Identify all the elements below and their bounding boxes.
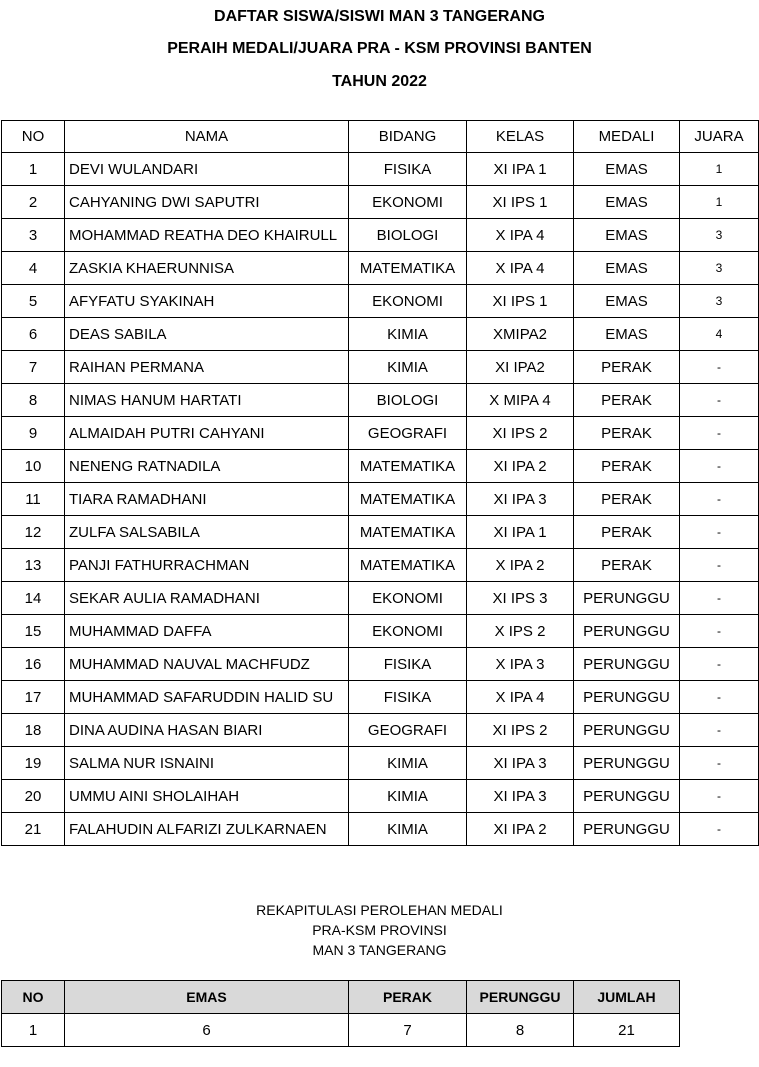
cell-medali: PERUNGGU [574,615,680,648]
cell-medali: EMAS [574,186,680,219]
recap-header-emas: EMAS [65,981,349,1014]
cell-nama: TIARA RAMADHANI [65,483,349,516]
table-row [2,483,759,516]
cell-nama: UMMU AINI SHOLAIHAH [65,780,349,813]
table-row [2,450,759,483]
cell-medali: PERUNGGU [574,780,680,813]
cell-nama: AFYFATU SYAKINAH [65,285,349,318]
cell-kelas: X IPA 4 [467,219,574,252]
cell-no: 11 [2,483,65,516]
cell-medali: PERAK [574,450,680,483]
cell-juara: - [680,516,759,549]
cell-kelas: X IPA 3 [467,648,574,681]
cell-kelas: XI IPA2 [467,351,574,384]
cell-juara: - [680,351,759,384]
table-row [2,252,759,285]
cell-juara: - [680,582,759,615]
cell-kelas: XI IPS 1 [467,186,574,219]
table-row [2,747,759,780]
cell-nama: ZULFA SALSABILA [65,516,349,549]
cell-juara: - [680,648,759,681]
cell-kelas: XI IPS 1 [467,285,574,318]
cell-no: 16 [2,648,65,681]
cell-bidang: MATEMATIKA [349,516,467,549]
cell-nama: DINA AUDINA HASAN BIARI [65,714,349,747]
cell-no: 20 [2,780,65,813]
cell-bidang: GEOGRAFI [349,714,467,747]
recap-header-row [2,981,680,1014]
cell-bidang: KIMIA [349,780,467,813]
cell-juara: - [680,483,759,516]
cell-bidang: KIMIA [349,747,467,780]
table-body [2,153,759,846]
table-row [2,186,759,219]
cell-nama: NIMAS HANUM HARTATI [65,384,349,417]
column-header-nama: NAMA [65,121,349,153]
cell-no: 13 [2,549,65,582]
cell-bidang: EKONOMI [349,186,467,219]
recap-header-no: NO [2,981,65,1014]
cell-kelas: XI IPA 1 [467,153,574,186]
cell-juara: - [680,417,759,450]
table-row [2,714,759,747]
cell-medali: PERAK [574,549,680,582]
recap-cell-emas: 6 [65,1014,349,1047]
column-header-medali: MEDALI [574,121,680,153]
cell-juara: - [680,615,759,648]
table-row [2,648,759,681]
cell-medali: PERUNGGU [574,714,680,747]
cell-no: 18 [2,714,65,747]
cell-kelas: X IPA 4 [467,252,574,285]
column-header-juara: JUARA [680,121,759,153]
cell-medali: PERUNGGU [574,681,680,714]
cell-juara: - [680,747,759,780]
cell-medali: EMAS [574,219,680,252]
table-header-row [2,121,759,153]
cell-bidang: EKONOMI [349,582,467,615]
cell-kelas: XI IPA 2 [467,813,574,846]
recap-cell-perak: 7 [349,1014,467,1047]
cell-juara: 3 [680,252,759,285]
cell-juara: - [680,681,759,714]
cell-juara: - [680,450,759,483]
cell-medali: PERUNGGU [574,747,680,780]
recap-subtitle: PRA-KSM PROVINSI [312,922,447,938]
cell-nama: MUHAMMAD NAUVAL MACHFUDZ [65,648,349,681]
cell-kelas: XI IPS 3 [467,582,574,615]
document-title: DAFTAR SISWA/SISWI MAN 3 TANGERANG [214,8,545,25]
recap-cell-perunggu: 8 [467,1014,574,1047]
cell-bidang: MATEMATIKA [349,483,467,516]
table-row [2,351,759,384]
cell-kelas: X IPA 4 [467,681,574,714]
cell-bidang: BIOLOGI [349,219,467,252]
medal-winners-table [1,120,759,846]
cell-no: 7 [2,351,65,384]
cell-no: 6 [2,318,65,351]
cell-juara: 4 [680,318,759,351]
cell-nama: MUHAMMAD DAFFA [65,615,349,648]
cell-bidang: FISIKA [349,153,467,186]
recap-cell-no: 1 [2,1014,65,1047]
cell-no: 21 [2,813,65,846]
table-row [2,285,759,318]
cell-bidang: KIMIA [349,318,467,351]
cell-bidang: FISIKA [349,681,467,714]
recap-school: MAN 3 TANGERANG [312,942,447,958]
cell-no: 14 [2,582,65,615]
cell-nama: SALMA NUR ISNAINI [65,747,349,780]
cell-juara: 3 [680,285,759,318]
cell-bidang: MATEMATIKA [349,549,467,582]
cell-nama: NENENG RATNADILA [65,450,349,483]
cell-bidang: BIOLOGI [349,384,467,417]
cell-medali: PERAK [574,417,680,450]
cell-kelas: XI IPS 2 [467,417,574,450]
cell-juara: 3 [680,219,759,252]
cell-juara: - [680,813,759,846]
cell-nama: FALAHUDIN ALFARIZI ZULKARNAEN [65,813,349,846]
cell-bidang: FISIKA [349,648,467,681]
table-row [2,516,759,549]
cell-medali: EMAS [574,285,680,318]
cell-no: 4 [2,252,65,285]
cell-kelas: XI IPA 2 [467,450,574,483]
cell-medali: EMAS [574,153,680,186]
recap-cell-jumlah: 21 [574,1014,680,1047]
recap-row [2,1014,680,1047]
document-subtitle: PERAIH MEDALI/JUARA PRA - KSM PROVINSI BANTEN [167,40,592,57]
medal-recap-table [1,980,680,1047]
table-row [2,780,759,813]
table-row [2,417,759,450]
cell-nama: DEVI WULANDARI [65,153,349,186]
recap-header-jumlah: JUMLAH [574,981,680,1014]
cell-bidang: MATEMATIKA [349,450,467,483]
cell-medali: PERUNGGU [574,648,680,681]
cell-no: 10 [2,450,65,483]
cell-bidang: KIMIA [349,813,467,846]
cell-no: 8 [2,384,65,417]
cell-kelas: XI IPA 3 [467,747,574,780]
cell-kelas: XMIPA2 [467,318,574,351]
cell-kelas: X IPS 2 [467,615,574,648]
table-row [2,813,759,846]
cell-medali: PERAK [574,384,680,417]
table-row [2,318,759,351]
table-row [2,681,759,714]
cell-nama: RAIHAN PERMANA [65,351,349,384]
column-header-kelas: KELAS [467,121,574,153]
cell-medali: PERUNGGU [574,813,680,846]
document-year: TAHUN 2022 [332,73,427,90]
table-row [2,384,759,417]
cell-medali: EMAS [574,252,680,285]
cell-juara: - [680,549,759,582]
cell-no: 5 [2,285,65,318]
cell-kelas: XI IPA 1 [467,516,574,549]
cell-juara: 1 [680,186,759,219]
cell-nama: PANJI FATHURRACHMAN [65,549,349,582]
cell-nama: MUHAMMAD SAFARUDDIN HALID SU [65,681,349,714]
cell-no: 1 [2,153,65,186]
recap-header-perunggu: PERUNGGU [467,981,574,1014]
column-header-bidang: BIDANG [349,121,467,153]
cell-no: 9 [2,417,65,450]
cell-juara: 1 [680,153,759,186]
cell-no: 15 [2,615,65,648]
cell-nama: ALMAIDAH PUTRI CAHYANI [65,417,349,450]
cell-nama: SEKAR AULIA RAMADHANI [65,582,349,615]
cell-no: 2 [2,186,65,219]
cell-kelas: XI IPA 3 [467,483,574,516]
cell-no: 17 [2,681,65,714]
cell-medali: EMAS [574,318,680,351]
cell-kelas: X MIPA 4 [467,384,574,417]
cell-kelas: XI IPA 3 [467,780,574,813]
cell-bidang: KIMIA [349,351,467,384]
cell-nama: ZASKIA KHAERUNNISA [65,252,349,285]
cell-medali: PERUNGGU [574,582,680,615]
cell-bidang: GEOGRAFI [349,417,467,450]
table-row [2,153,759,186]
cell-medali: PERAK [574,483,680,516]
cell-no: 12 [2,516,65,549]
cell-no: 19 [2,747,65,780]
recap-title: REKAPITULASI PEROLEHAN MEDALI [256,902,503,918]
cell-juara: - [680,780,759,813]
cell-medali: PERAK [574,351,680,384]
cell-no: 3 [2,219,65,252]
cell-bidang: MATEMATIKA [349,252,467,285]
cell-bidang: EKONOMI [349,285,467,318]
cell-kelas: XI IPS 2 [467,714,574,747]
cell-kelas: X IPA 2 [467,549,574,582]
table-row [2,219,759,252]
cell-nama: CAHYANING DWI SAPUTRI [65,186,349,219]
cell-bidang: EKONOMI [349,615,467,648]
table-row [2,615,759,648]
table-row [2,582,759,615]
table-row [2,549,759,582]
recap-header-perak: PERAK [349,981,467,1014]
cell-juara: - [680,384,759,417]
cell-nama: MOHAMMAD REATHA DEO KHAIRULL [65,219,349,252]
column-header-no: NO [2,121,65,153]
cell-juara: - [680,714,759,747]
cell-nama: DEAS SABILA [65,318,349,351]
cell-medali: PERAK [574,516,680,549]
